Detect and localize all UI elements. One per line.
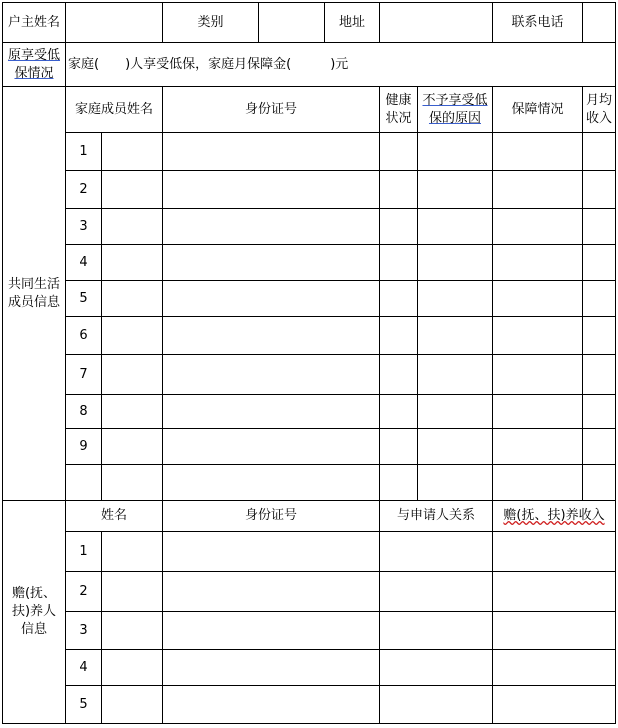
member-health-cell[interactable] (380, 281, 418, 317)
member-income-cell[interactable] (583, 465, 616, 501)
table-row (3, 686, 616, 724)
supporter-income-cell[interactable] (493, 650, 616, 686)
supporter-income-cell[interactable] (493, 532, 616, 572)
member-reason-cell[interactable] (418, 209, 493, 245)
member-name-cell[interactable] (102, 171, 163, 209)
table-row (3, 572, 616, 612)
member-id-cell[interactable] (163, 245, 380, 281)
member-reason-cell[interactable] (418, 355, 493, 395)
member-health-cell[interactable] (380, 171, 418, 209)
member-name-cell[interactable] (102, 317, 163, 355)
supporters-section-label: 赡(抚、 扶)养人 信息 (3, 501, 66, 724)
member-reason-cell[interactable] (418, 429, 493, 465)
member-income-cell[interactable] (583, 171, 616, 209)
supporter-id-cell[interactable] (163, 532, 380, 572)
supporter-name-cell[interactable] (102, 572, 163, 612)
member-id-cell[interactable] (163, 395, 380, 429)
table-row (3, 465, 616, 501)
supporter-name-cell[interactable] (102, 612, 163, 650)
member-reason-cell[interactable] (418, 465, 493, 501)
address-field[interactable] (380, 3, 493, 43)
supporter-id-cell[interactable] (163, 572, 380, 612)
supporter-relation-cell[interactable] (380, 612, 493, 650)
supporter-id-cell[interactable] (163, 612, 380, 650)
table-row (3, 133, 616, 171)
phone-field[interactable] (583, 3, 616, 43)
member-health-cell[interactable] (380, 317, 418, 355)
member-income-cell[interactable] (583, 209, 616, 245)
members-col-income: 月均 收入 (583, 87, 616, 133)
row-number: 6 (66, 317, 102, 355)
member-reason-cell[interactable] (418, 245, 493, 281)
category-field[interactable] (259, 3, 325, 43)
member-id-cell[interactable] (163, 317, 380, 355)
table-row (3, 317, 616, 355)
members-col-health: 健康 状况 (380, 87, 418, 133)
table-row (3, 429, 616, 465)
member-name-cell[interactable] (102, 355, 163, 395)
member-reason-cell[interactable] (418, 317, 493, 355)
member-reason-cell[interactable] (418, 133, 493, 171)
row-number: 3 (66, 209, 102, 245)
member-name-cell[interactable] (102, 429, 163, 465)
subsidy-row (3, 43, 616, 87)
members-col-reason: 不予享受低 保的原因 (418, 87, 493, 133)
member-reason-cell[interactable] (418, 281, 493, 317)
member-guarantee-cell[interactable] (493, 171, 583, 209)
member-id-cell[interactable] (163, 171, 380, 209)
member-id-cell[interactable] (163, 133, 380, 171)
row-number: 5 (66, 281, 102, 317)
household-header-row (3, 3, 616, 43)
table-row (3, 612, 616, 650)
supporter-name-cell[interactable] (102, 686, 163, 724)
row-number: 1 (66, 133, 102, 171)
supporter-name-cell[interactable] (102, 532, 163, 572)
member-guarantee-cell[interactable] (493, 133, 583, 171)
subsidy-label-line2: 保情况 (14, 65, 54, 81)
member-income-cell[interactable] (583, 281, 616, 317)
supporter-relation-cell[interactable] (380, 686, 493, 724)
member-reason-cell[interactable] (418, 395, 493, 429)
household-form-table (2, 2, 616, 724)
member-health-cell[interactable] (380, 465, 418, 501)
member-name-cell[interactable] (102, 133, 163, 171)
member-guarantee-cell[interactable] (493, 465, 583, 501)
table-row (3, 171, 616, 209)
subsidy-text[interactable]: 家庭( )人享受低保，家庭月保障金( )元 (66, 43, 616, 87)
supporters-col-id: 身份证号 (163, 501, 380, 532)
subsidy-label (3, 43, 66, 87)
member-health-cell[interactable] (380, 209, 418, 245)
member-name-cell[interactable] (102, 395, 163, 429)
member-guarantee-cell[interactable] (493, 355, 583, 395)
table-row (3, 245, 616, 281)
member-guarantee-cell[interactable] (493, 209, 583, 245)
row-number: 1 (66, 532, 102, 572)
supporter-id-cell[interactable] (163, 650, 380, 686)
member-health-cell[interactable] (380, 429, 418, 465)
supporter-income-cell[interactable] (493, 612, 616, 650)
head-name-field[interactable] (66, 3, 163, 43)
row-number (66, 465, 102, 501)
member-income-cell[interactable] (583, 245, 616, 281)
member-id-cell[interactable] (163, 281, 380, 317)
member-health-cell[interactable] (380, 245, 418, 281)
member-health-cell[interactable] (380, 395, 418, 429)
member-id-cell[interactable] (163, 355, 380, 395)
table-row (3, 209, 616, 245)
supporters-col-relation: 与申请人关系 (380, 501, 493, 532)
member-guarantee-cell[interactable] (493, 395, 583, 429)
row-number: 7 (66, 355, 102, 395)
member-reason-cell[interactable] (418, 171, 493, 209)
row-number: 2 (66, 171, 102, 209)
member-guarantee-cell[interactable] (493, 281, 583, 317)
supporter-income-cell[interactable] (493, 572, 616, 612)
row-number: 4 (66, 245, 102, 281)
members-section-label: 共同生活 成员信息 (3, 87, 66, 501)
table-row (3, 395, 616, 429)
supporters-col-income: 赡(抚、扶)养收入 (493, 501, 616, 532)
row-number: 8 (66, 395, 102, 429)
member-id-cell[interactable] (163, 465, 380, 501)
row-number: 5 (66, 686, 102, 724)
member-id-cell[interactable] (163, 209, 380, 245)
row-number: 9 (66, 429, 102, 465)
phone-label: 联系电话 (493, 3, 583, 43)
supporter-relation-cell[interactable] (380, 572, 493, 612)
member-name-cell[interactable] (102, 281, 163, 317)
member-guarantee-cell[interactable] (493, 429, 583, 465)
table-row (3, 281, 616, 317)
supporters-col-name: 姓名 (66, 501, 163, 532)
table-row (3, 650, 616, 686)
members-col-guarantee: 保障情况 (493, 87, 583, 133)
member-income-cell[interactable] (583, 355, 616, 395)
members-col-name: 家庭成员姓名 (66, 87, 163, 133)
member-health-cell[interactable] (380, 355, 418, 395)
member-guarantee-cell[interactable] (493, 317, 583, 355)
supporter-name-cell[interactable] (102, 650, 163, 686)
members-header-row (3, 87, 616, 133)
member-health-cell[interactable] (380, 133, 418, 171)
subsidy-label-line1: 原享受低 (7, 47, 60, 63)
head-name-label: 户主姓名 (3, 3, 66, 43)
member-income-cell[interactable] (583, 133, 616, 171)
address-label: 地址 (325, 3, 380, 43)
member-name-cell[interactable] (102, 465, 163, 501)
row-number: 3 (66, 612, 102, 650)
members-col-id: 身份证号 (163, 87, 380, 133)
member-guarantee-cell[interactable] (493, 245, 583, 281)
category-label: 类别 (163, 3, 259, 43)
member-income-cell[interactable] (583, 317, 616, 355)
member-income-cell[interactable] (583, 429, 616, 465)
member-id-cell[interactable] (163, 429, 380, 465)
table-row (3, 355, 616, 395)
member-name-cell[interactable] (102, 209, 163, 245)
supporter-id-cell[interactable] (163, 686, 380, 724)
supporter-relation-cell[interactable] (380, 650, 493, 686)
table-row (3, 532, 616, 572)
supporter-income-cell[interactable] (493, 686, 616, 724)
row-number: 4 (66, 650, 102, 686)
member-name-cell[interactable] (102, 245, 163, 281)
supporters-header-row (3, 501, 616, 532)
row-number: 2 (66, 572, 102, 612)
member-income-cell[interactable] (583, 395, 616, 429)
supporter-relation-cell[interactable] (380, 532, 493, 572)
